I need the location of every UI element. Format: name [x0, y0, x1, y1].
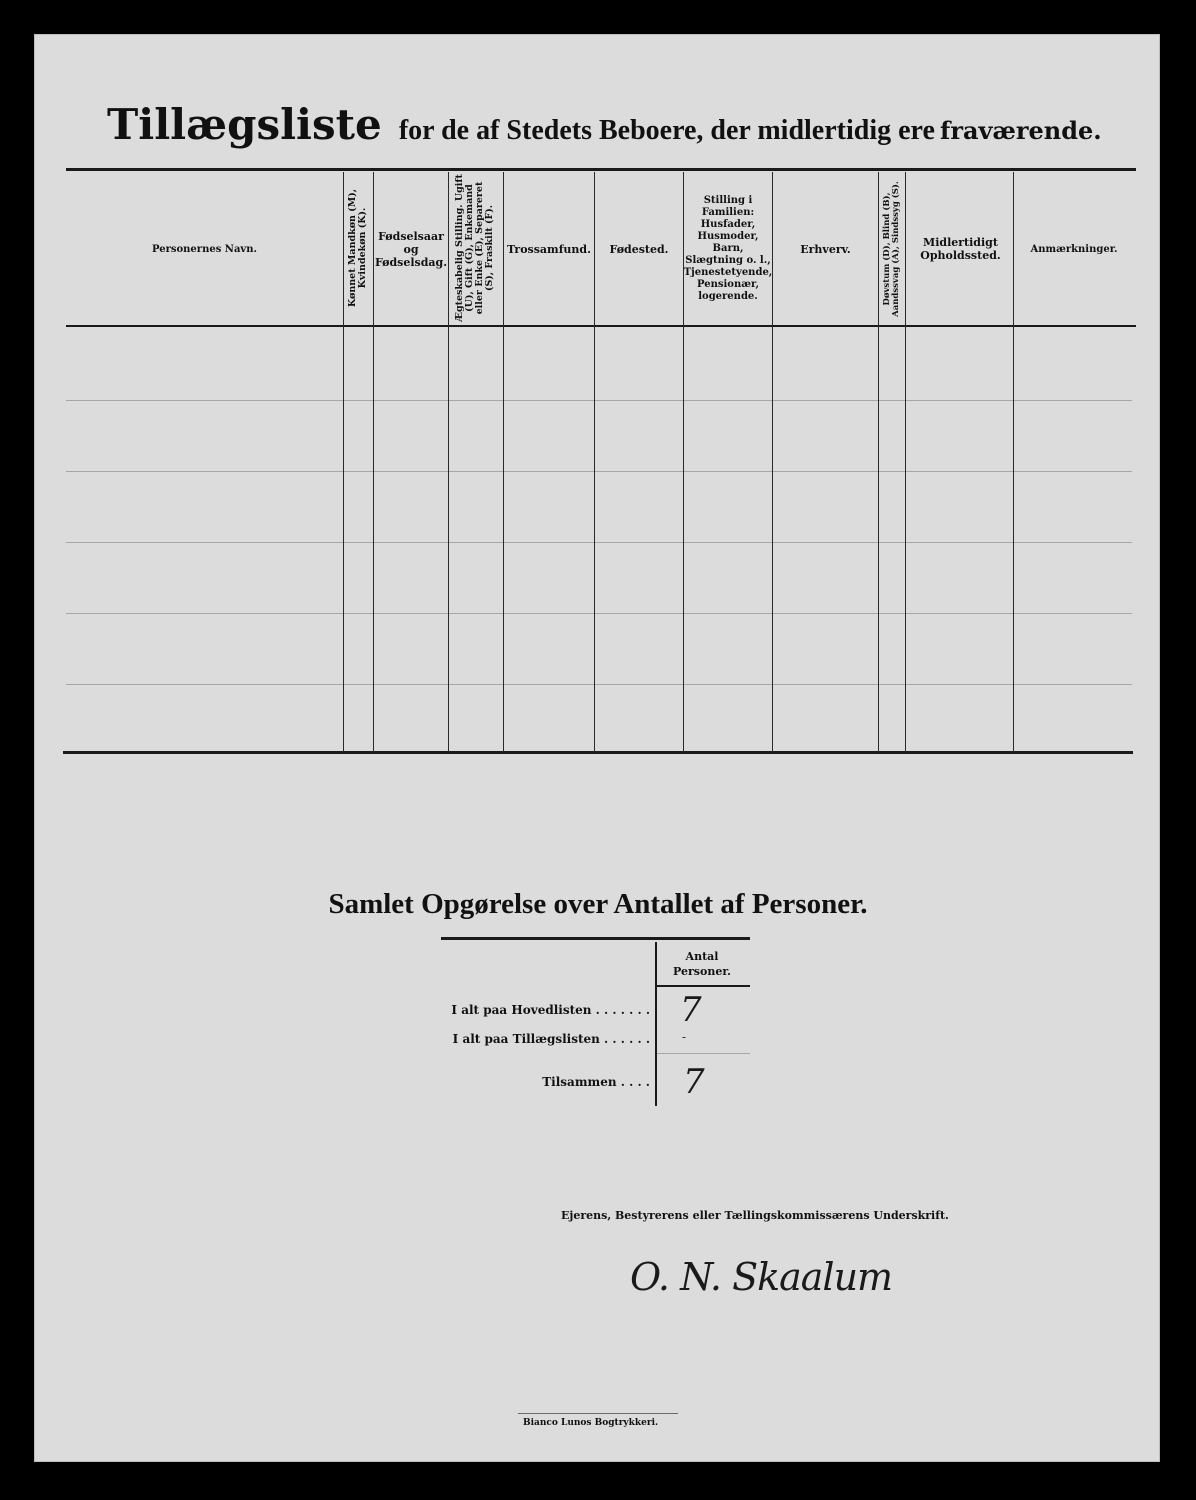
column-header-fodsel: Fødselsaar og Fødselsdag.	[374, 229, 448, 269]
signature: O. N. Skaalum	[630, 1255, 893, 1299]
column-divider	[373, 172, 374, 752]
column-header-tro: Trossamfund.	[507, 242, 591, 256]
column-header-erhverv: Erhverv.	[800, 242, 851, 256]
column-header-aegteskab: Ægteskabelig Stilling. Ugift (U), Gift (G), Enkemand eller Enke (E), Separeret (S), Fraskilt (F).	[454, 174, 495, 322]
summary-top-rule	[441, 937, 750, 940]
column-header-anmaerkninger: Anmærkninger.	[1030, 243, 1118, 255]
table-header-rule	[66, 325, 1136, 327]
summary-label-tilsammen: Tilsammen . . . .	[542, 1075, 650, 1089]
summary-value-tilsammen: 7	[683, 1062, 705, 1102]
summary-label-tillaegslisten: I alt paa Tillægslisten . . . . . .	[452, 1032, 650, 1046]
summary-col-header: Antal Personer.	[673, 950, 731, 978]
signature-caption: Ejerens, Bestyrerens eller Tællingskommissærens Underskrift.	[561, 1209, 949, 1222]
printer-rule	[518, 1413, 678, 1414]
column-header-opholdssted: Midlertidigt Opholdssted.	[920, 236, 1001, 262]
summary-row-rule	[657, 1053, 750, 1054]
column-divider	[878, 172, 879, 752]
summary-title: Samlet Opgørelse over Antallet af Personer.	[328, 888, 868, 920]
table-top-rule	[66, 168, 1136, 171]
column-header-dovstum: Døvstum (D), Blind (B), Aandssvag (A), Sindssyg (S).	[882, 181, 901, 317]
column-divider	[594, 172, 595, 752]
title-emphasis: fraværende.	[940, 116, 1102, 145]
table-bottom-rule	[63, 751, 1133, 754]
summary-divider	[655, 942, 657, 1106]
title-rest: for de af Stedets Beboere, der midlertidig ere	[398, 115, 935, 146]
row-divider	[66, 471, 1132, 472]
summary-label-hovedlisten: I alt paa Hovedlisten . . . . . . .	[451, 1003, 650, 1017]
column-header-kjonnet: Kønnet Mandkøn (M), Kvindekøn (K).	[347, 188, 368, 308]
summary-value-tillaegslisten: -	[682, 1030, 687, 1044]
row-divider	[66, 542, 1132, 543]
row-divider	[66, 613, 1132, 614]
title-main: Tillægsliste	[107, 100, 382, 149]
page-title	[107, 100, 1107, 160]
column-divider	[1013, 172, 1014, 752]
column-header-fodested: Fødested.	[609, 242, 669, 256]
column-header-stilling: Stilling i Familien: Husfader, Husmoder, Barn, Slægtning o. l., Tjenestetyende, Pensionær, logerende.	[683, 195, 773, 302]
column-divider	[503, 172, 504, 752]
printer-imprint: Bianco Lunos Bogtrykkeri.	[523, 1418, 659, 1428]
row-divider	[66, 400, 1132, 401]
column-divider	[905, 172, 906, 752]
summary-header-rule	[657, 985, 750, 987]
row-divider	[66, 684, 1132, 685]
column-header-navn: Personernes Navn.	[151, 243, 257, 255]
summary-value-hovedlisten: 7	[680, 990, 702, 1030]
